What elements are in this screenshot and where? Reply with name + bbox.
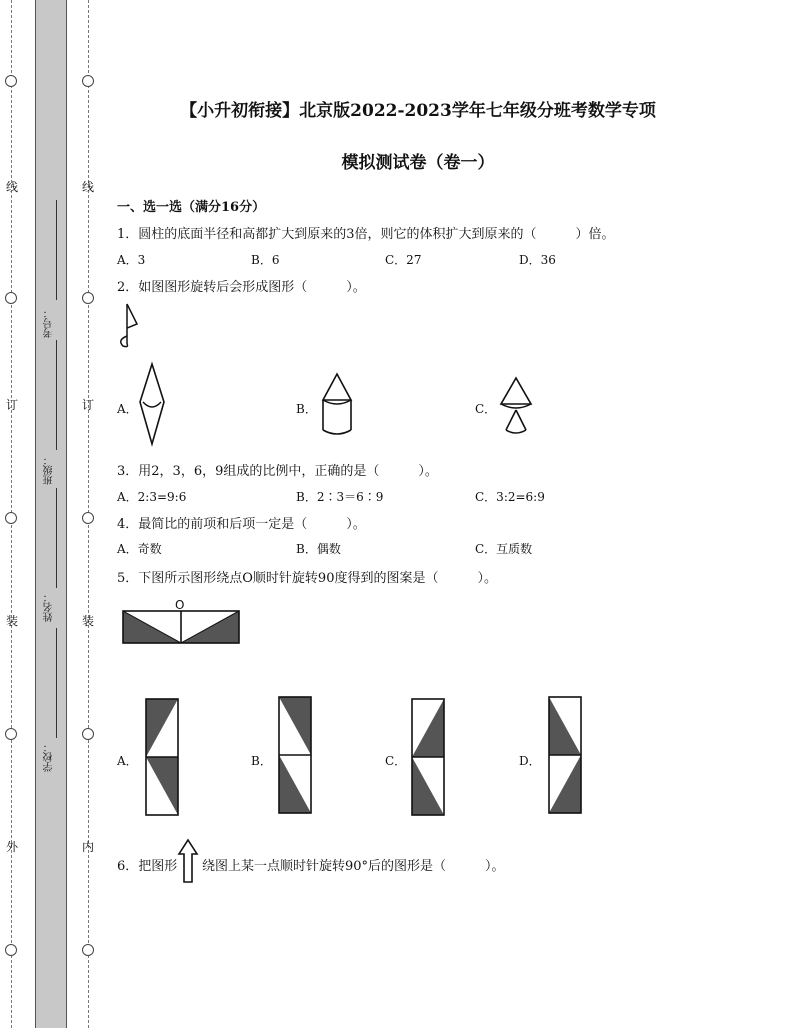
exam-number-label: 考号： (44, 308, 55, 338)
q3-option-a: A．2:3=9:6 (117, 490, 187, 504)
margin-char-wai: 外 (5, 840, 18, 854)
class-underline (56, 340, 57, 450)
name-underline (56, 488, 57, 588)
q5-option-d: D． (519, 754, 541, 768)
q3-option-b: B．2∶3＝6∶9 (296, 490, 384, 504)
title-line-1: 【小升初衔接】北京版2022-2023学年七年级分班考数学专项 (180, 101, 656, 121)
binding-hole (82, 292, 94, 304)
name-label: 姓名： (44, 592, 55, 622)
school-underline (56, 628, 57, 738)
margin-char-nei: 内 (81, 840, 94, 854)
flag-shape-figure (115, 300, 145, 350)
margin-char-xian: 线 (5, 180, 18, 194)
rotation-point-label: O (175, 598, 185, 612)
section-heading: 一、选一选（满分16分） (117, 200, 266, 215)
margin-char-zhuang: 装 (81, 614, 94, 628)
question-1: 1．圆柱的底面半径和高都扩大到原来的3倍，则它的体积扩大到原来的（ ）倍。 (117, 227, 615, 242)
question-3: 3．用2，3，6，9组成的比例中，正确的是（ ）。 (117, 464, 438, 479)
q1-option-c: C．27 (385, 253, 422, 267)
q2-option-a: A． (117, 402, 138, 416)
q5-option-a-figure (146, 699, 180, 819)
margin-char-ding: 订 (81, 398, 94, 412)
stacked-cones-figure (499, 376, 535, 436)
double-cone-figure (138, 362, 168, 447)
binding-hole (82, 944, 94, 956)
question-6-end: 绕图上某一点顺时针旋转90°后的图形是（ ）。 (202, 859, 505, 874)
class-label: 班级： (44, 455, 55, 485)
q1-option-d: D．36 (519, 253, 556, 267)
title-line-2: 模拟测试卷（卷一） (341, 153, 495, 173)
q3-option-c: C．3:2=6:9 (475, 490, 545, 504)
binding-hole (5, 292, 17, 304)
q5-option-d-figure (549, 697, 583, 817)
cone-on-cylinder-figure (320, 372, 356, 438)
question-6-start: 6．把图形 (117, 859, 178, 874)
up-arrow-figure (177, 838, 199, 884)
q5-option-a: A． (117, 754, 138, 768)
margin-char-zhuang: 装 (5, 614, 18, 628)
school-label: 学校： (44, 742, 55, 772)
binding-hole (5, 75, 17, 87)
q5-option-b-figure (279, 697, 313, 817)
q2-option-c: C． (475, 402, 497, 416)
margin-char-xian: 线 (81, 180, 94, 194)
q2-option-b: B． (296, 402, 317, 416)
q5-option-b: B． (251, 754, 272, 768)
exam-number-underline (56, 200, 57, 300)
binding-hole (5, 512, 17, 524)
q1-option-b: B．6 (251, 253, 280, 267)
q5-option-c-figure (412, 699, 446, 819)
binding-hole (5, 944, 17, 956)
q4-option-c: C．互质数 (475, 542, 533, 556)
q4-option-b: B．偶数 (296, 542, 341, 556)
binding-hole (82, 512, 94, 524)
q1-option-a: A．3 (117, 253, 146, 267)
question-4: 4．最简比的前项和后项一定是（ ）。 (117, 517, 366, 532)
binding-hole (5, 728, 17, 740)
q5-option-c: C． (385, 754, 407, 768)
binding-hole (82, 728, 94, 740)
original-rectangle-figure (123, 611, 243, 645)
question-5: 5．下图所示图形绕点O顺时针旋转90度得到的图案是（ ）。 (117, 571, 497, 586)
binding-hole (82, 75, 94, 87)
margin-char-ding: 订 (5, 398, 18, 412)
q4-option-a: A．奇数 (117, 542, 162, 556)
question-2: 2．如图图形旋转后会形成图形（ ）。 (117, 280, 366, 295)
